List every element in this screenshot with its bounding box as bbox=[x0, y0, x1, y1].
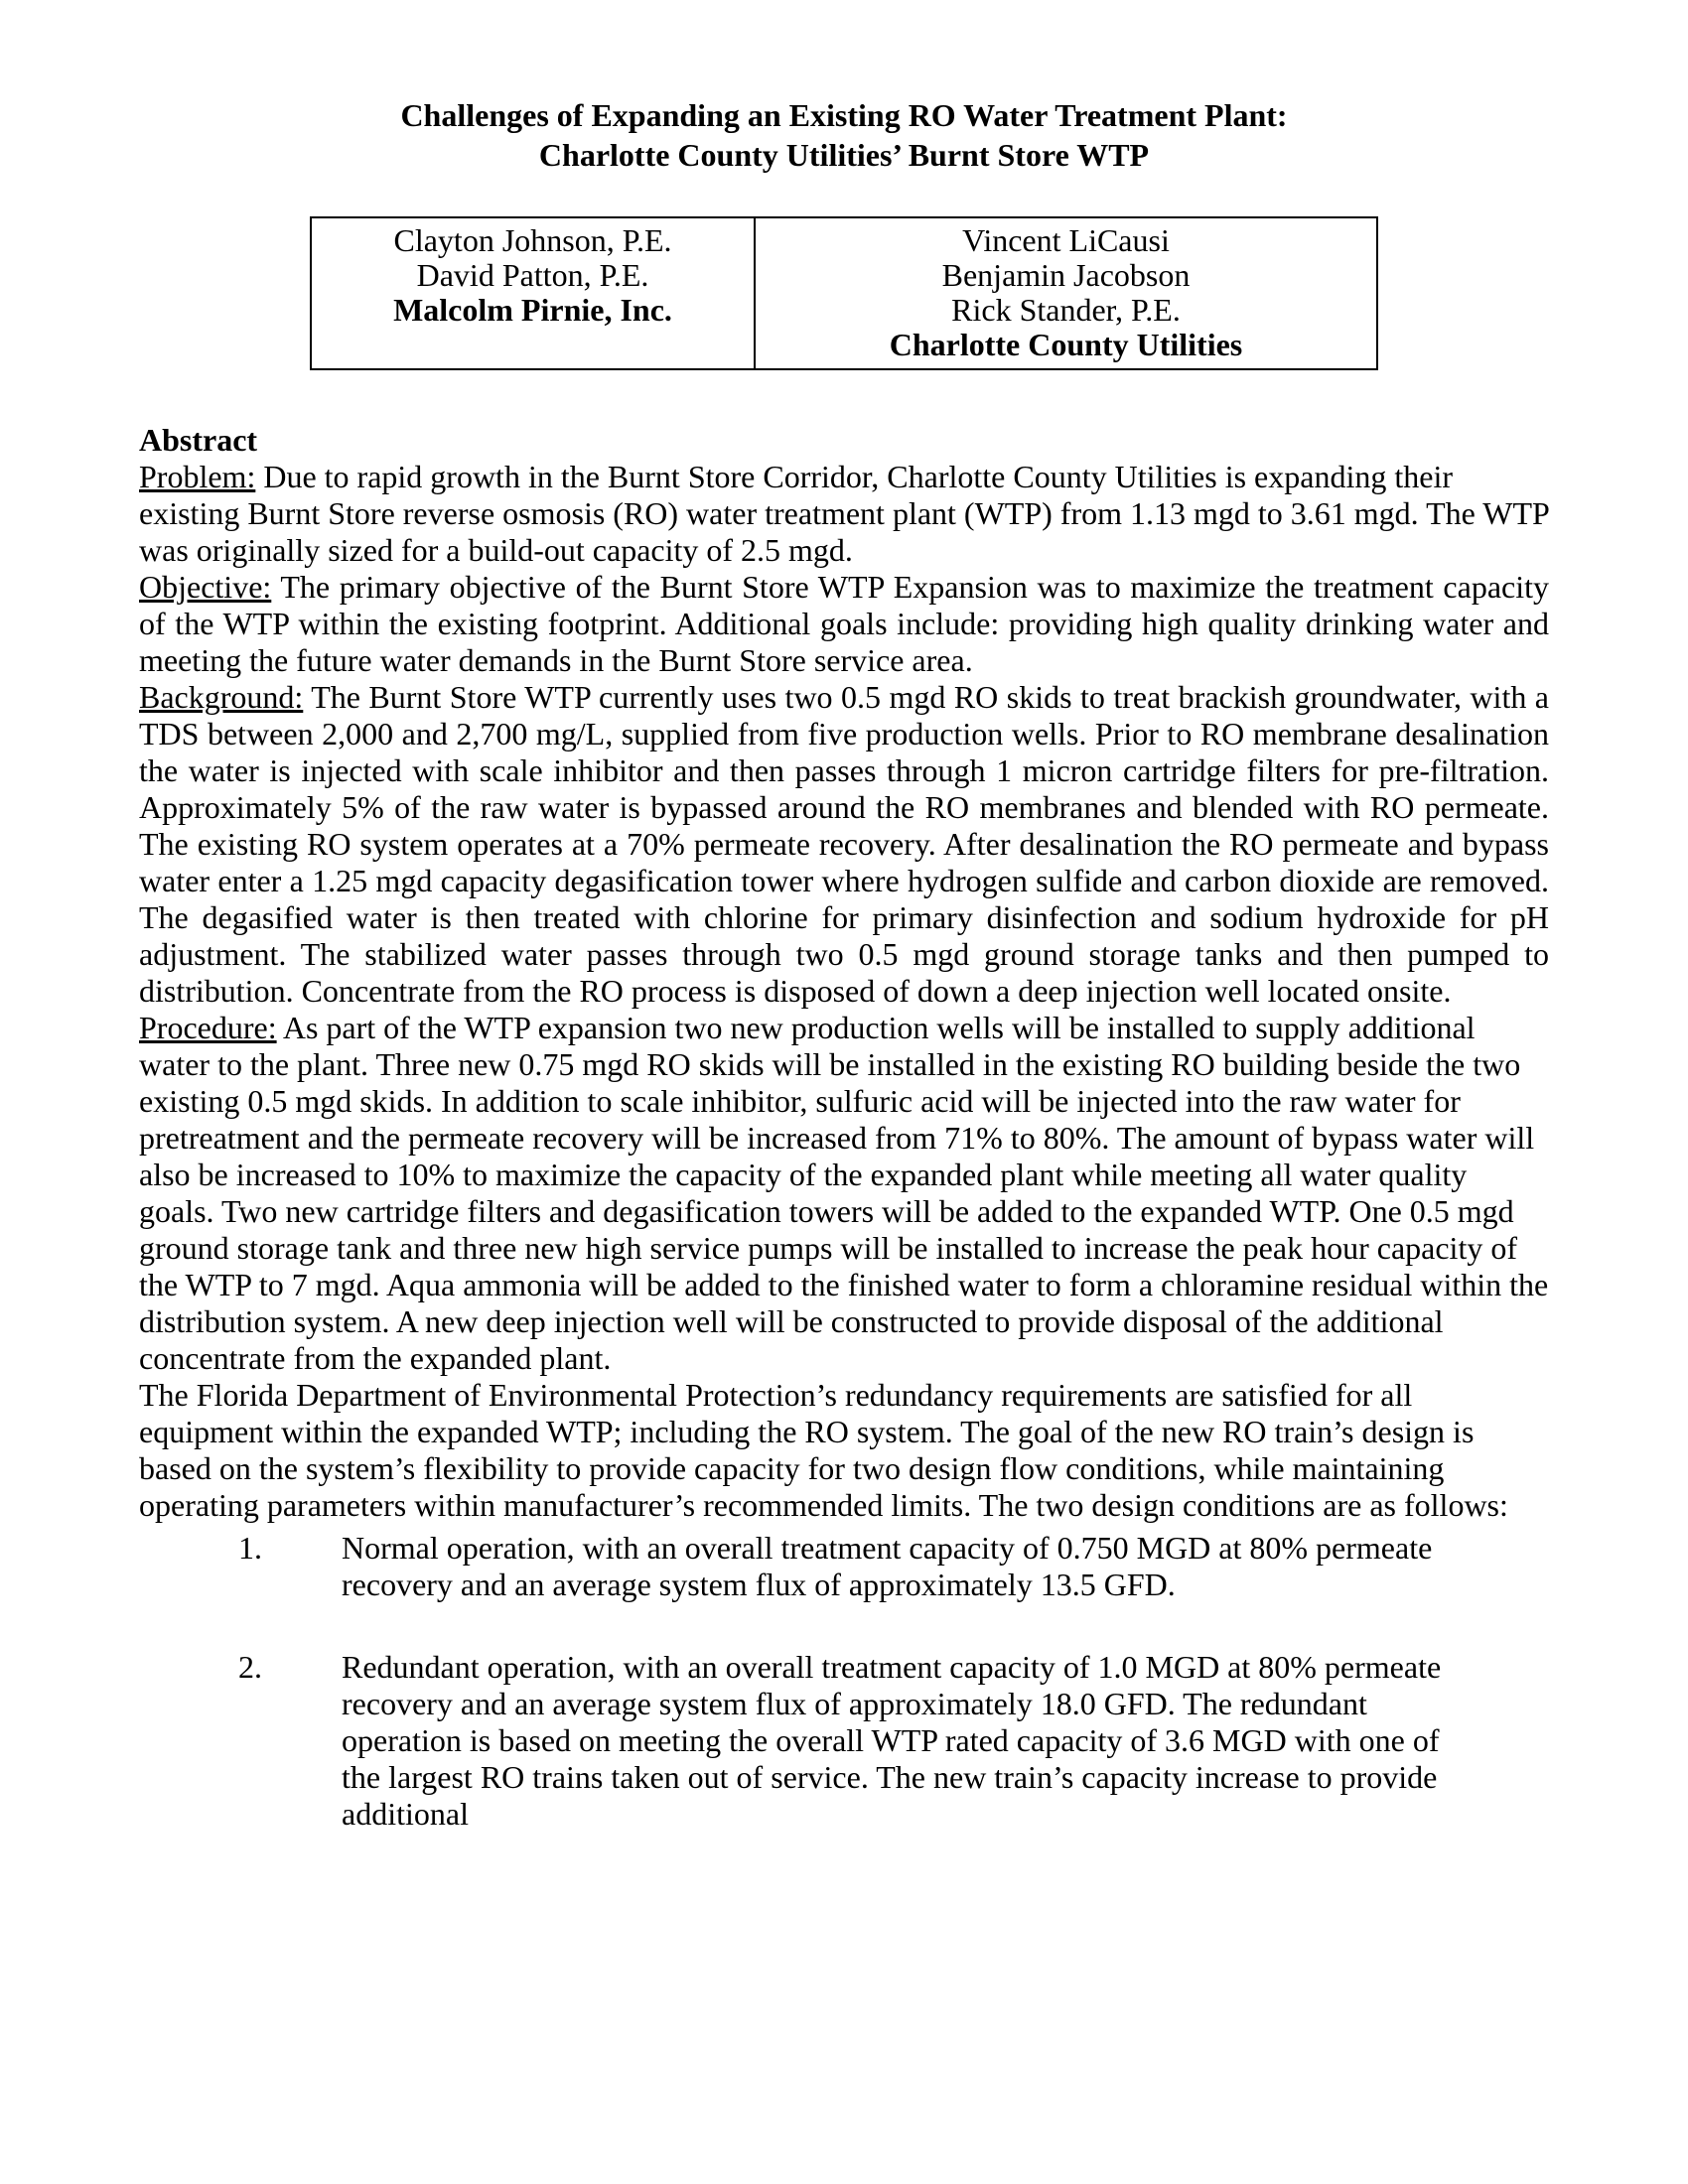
author-name: Vincent LiCausi bbox=[962, 222, 1170, 258]
author-name: Rick Stander, P.E. bbox=[951, 292, 1181, 328]
objective-label: Objective: bbox=[139, 569, 272, 605]
list-text: Normal operation, with an overall treatment capacity of 0.750 MGD at 80% permeate recovery and an average system flux of approximately 13.5 GFD. bbox=[342, 1530, 1433, 1602]
authors-cell-charlotte-county bbox=[755, 217, 1377, 369]
authors-row bbox=[311, 217, 1377, 369]
procedure-label: Procedure: bbox=[139, 1010, 277, 1045]
document-title bbox=[139, 95, 1549, 175]
objective-text: The primary objective of the Burnt Store WTP Expansion was to maximize the treatment capacity of the WTP within the existing footprint. Additional goals include: providing high quality drinking water and meeting the future water demands in the Burnt Store service area. bbox=[139, 569, 1550, 678]
author-name: David Patton, P.E. bbox=[416, 257, 649, 293]
title-line-1: Challenges of Expanding an Existing RO Water Treatment Plant: bbox=[400, 97, 1288, 133]
authors-cell-malcolm-pirnie bbox=[311, 217, 755, 369]
author-company: Charlotte County Utilities bbox=[889, 327, 1243, 362]
procedure-text: As part of the WTP expansion two new production wells will be installed to supply additional water to the plant. Three new 0.75 mgd RO skids will be installed in the existing RO building beside the two existing 0.5 mgd skids. In addition to scale inhibitor, sulfuric acid will be injected into the raw water for pretreatment and the permeate recovery will be increased from 71% to 80%. The amount of bypass water will also be increased to 10% to maximize the capacity of the expanded plant while meeting all water quality goals. Two new cartridge filters and degasification towers will be added to the expanded WTP. One 0.5 mgd ground storage tank and three new high service pumps will be installed to increase the peak hour capacity of the WTP to 7 mgd. Aqua ammonia will be added to the finished water to form a chloramine residual within the distribution system. A new deep injection well will be constructed to provide disposal of the additional concentrate from the expanded plant. bbox=[139, 1010, 1549, 1376]
background-paragraph bbox=[139, 679, 1549, 1010]
design-condition-item-2 bbox=[238, 1649, 1549, 1833]
abstract-heading: Abstract bbox=[139, 422, 258, 458]
authors-table bbox=[310, 216, 1378, 370]
problem-paragraph bbox=[139, 459, 1549, 569]
procedure-paragraph bbox=[139, 1010, 1549, 1377]
fdep-text: The Florida Department of Environmental Protection’s redundancy requirements are satisfied for all equipment within the expanded WTP; including the RO system. The goal of the new RO train’s design is based on the system’s flexibility to provide capacity for two design flow conditions, while maintaining operating parameters within manufacturer’s recommended limits. The two design conditions are as follows: bbox=[139, 1377, 1508, 1523]
author-name: Benjamin Jacobson bbox=[941, 257, 1191, 293]
list-number: 2. bbox=[238, 1649, 262, 1685]
problem-text: Due to rapid growth in the Burnt Store Corridor, Charlotte County Utilities is expanding their existing Burnt Store reverse osmosis (RO) water treatment plant (WTP) from 1.13 mgd to 3.61 mgd. The WTP was originally sized for a build-out capacity of 2.5 mgd. bbox=[139, 459, 1549, 568]
background-label: Background: bbox=[139, 679, 304, 715]
design-condition-item-1 bbox=[238, 1530, 1549, 1603]
background-text: The Burnt Store WTP currently uses two 0.5 mgd RO skids to treat brackish groundwater, with a TDS between 2,000 and 2,700 mg/L, supplied from five production wells. Prior to RO membrane desalination the water is injected with scale inhibitor and then passes through 1 micron cartridge filters for pre-filtration. Approximately 5% of the raw water is bypassed around the RO membranes and blended with RO permeate. The existing RO system operates at a 70% permeate recovery. After desalination the RO permeate and bypass water enter a 1.25 mgd capacity degasification tower where hydrogen sulfide and carbon dioxide are removed. The degasified water is then treated with chlorine for primary disinfection and sodium hydroxide for pH adjustment. The stabilized water passes through two 0.5 mgd ground storage tanks and then pumped to distribution. Concentrate from the RO process is disposed of down a deep injection well located onsite. bbox=[139, 679, 1550, 1009]
author-name: Clayton Johnson, P.E. bbox=[393, 222, 672, 258]
fdep-paragraph bbox=[139, 1377, 1549, 1524]
title-line-2: Charlotte County Utilities’ Burnt Store WTP bbox=[538, 137, 1150, 173]
list-text: Redundant operation, with an overall treatment capacity of 1.0 MGD at 80% permeate recovery and an average system flux of approximately 18.0 GFD. The redundant operation is based on meeting the overall WTP rated capacity of 3.6 MGD with one of the largest RO trains taken out of service. The new train’s capacity increase to provide additional bbox=[342, 1649, 1442, 1832]
list-number: 1. bbox=[238, 1530, 262, 1566]
problem-label: Problem: bbox=[139, 459, 256, 494]
objective-paragraph bbox=[139, 569, 1549, 679]
author-company: Malcolm Pirnie, Inc. bbox=[393, 292, 672, 328]
